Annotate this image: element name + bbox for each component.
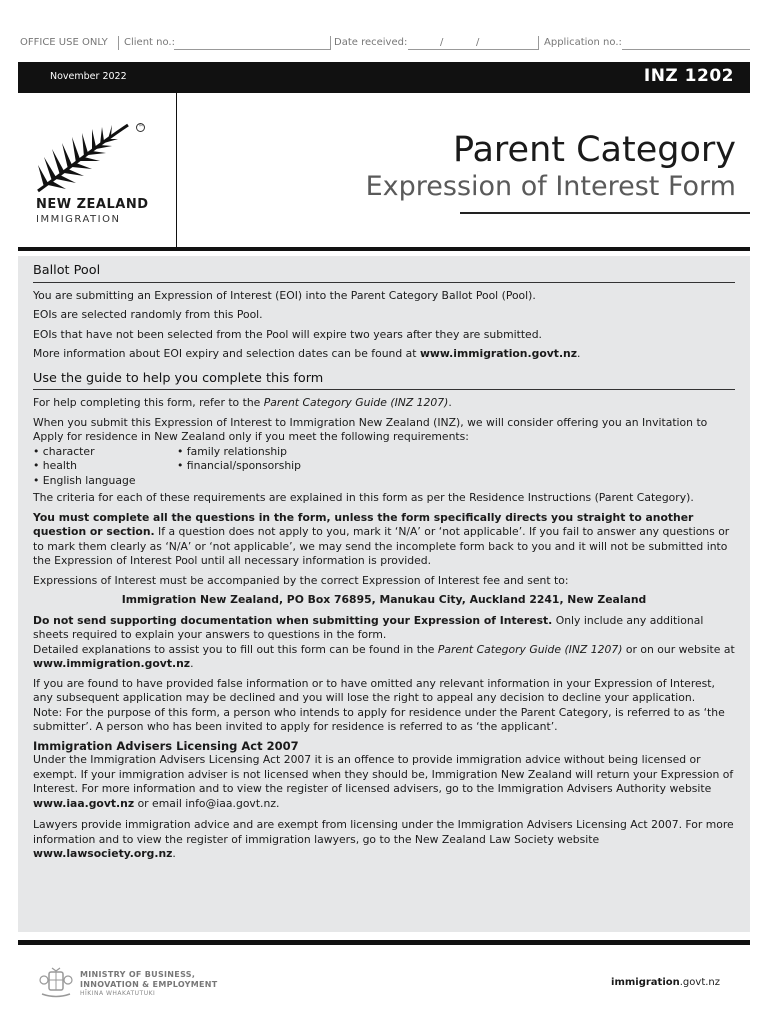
date-slash-2: / [476,37,480,48]
fern-logo-icon [36,121,132,193]
mbie-text-line1: MINISTRY OF BUSINESS, [80,970,196,979]
section-heading-ballot: Ballot Pool [33,264,735,283]
office-use-strip [18,34,750,54]
guide-p5: Expressions of Interest must be accompanied by the correct Expression of Interest fee and sent to: [33,573,569,587]
form-header [18,93,750,248]
ballot-p2: EOIs are selected randomly from this Pool. [33,308,263,321]
mailing-address: Immigration New Zealand, PO Box 76895, Manukau City, Auckland 2241, New Zealand [121,593,647,606]
immigration-link[interactable]: www.immigration.govt.nz [419,347,578,360]
date-received-label: Date received: [334,37,408,48]
logo-text-immigration: IMMIGRATION [36,214,121,225]
page-subtitle: Expression of Interest Form [365,171,736,202]
section-heading-advisers: Immigration Advisers Licensing Act 2007 [33,738,299,753]
requirements-list [33,445,735,489]
guide-p6-bold: Do not send supporting documentation when submitting your Expression of Interest. [33,613,553,627]
page-title: Parent Category [452,130,736,170]
section-heading-guide: Use the guide to help you complete this form [33,372,735,391]
info-panel: Ballot Pool You are submitting an Expression of Interest (EOI) into the Parent Category Ballot Pool (Pool). EOIs are selected randomly from this Pool. EOIs that have not been selected from the Pool will expire two years after they are submitted. More information about EOI expiry and selection dates can be found at www.immigration.govt.nz. Use the guide to help you complete this form For help completing this form, refer to the Parent Category Guide (INZ 1207). When you submit this Expression of Interest to Immigration New Zealand (INZ), we will consider offering you an Invitation to Apply for residence in New Zealand only if you meet the following requirements: • character • health • English language • family relationship • financial/sponsorship The criteria for each of these requirements are explained in this form as per the Residence Instructions (Parent Category). You must complete all the questions in the form, unless the form specifically directs you straight to another question or section. If a question does not apply to you, mark it ‘N/A’ or ‘not applicable’. If you fail to answer any questions or to mark them clearly as ‘N/A’ or ‘not applicable’, we may send the incomplete form back to you and it will not be submitted into the Expression of Interest Pool until all necessary information is provided. Expressions of Interest must be accompanied by the correct Expression of Interest fee and sent to: Immigration New Zealand, PO Box 76895, Manukau City, Auckland 2241, New Zealand Do not send supporting documentation when submitting your Expression of Interest. Only include any additional sheets required to explain your answers to questions in the form. Detailed explanations to assist you to fill out this form can be found in the Parent Category Guide (INZ 1207) or on our website at www.immigration.govt.nz. If you are found to have provided false information or to have omitted any relevant information in your Expression of Interest, any subsequent application may be declined and you will lose the right to appeal any decision to decline your application. Note: For the purpose of this form, a person who intends to apply for residence under the Parent Category, is referred to as ‘the submitter’. A person who has been invited to apply for residence is referred to as ‘the applicant’. Immigration Advisers Licensing Act 2007 Under the Immigration Advisers Licensing Act 2007 it is an offence to provide immigration advice without being licensed or exempt. If your immigration adviser is not licensed when they should be, Immigration New Zealand will return your Expression of Interest. For more information and to view the register of licensed advisers, go to the Immigration Advisers Authority website www.iaa.govt.nz or email info@iaa.govt.nz. Lawyers provide immigration advice and are exempt from licensing under the Immigration Advisers Licensing Act 2007. For more information and to view the register of immigration lawyers, go to the New Zealand Law Society website www.lawsociety.org.nz. [18,256,750,932]
guide-p1: For help completing this form, refer to the [33,396,264,409]
guide-p2: When you submit this Expression of Interest to Immigration New Zealand (INZ), we will consider offering you an Invitation to Apply for residence in New Zealand only if you meet the following requirements: [33,415,708,443]
coat-of-arms-icon [38,966,74,1000]
iaa-link[interactable]: www.iaa.govt.nz [33,796,135,810]
guide-p8: If you are found to have provided false information or to have omitted any relevant information in your Expression of Interest, any subsequent application may be declined and you will lose the right to appeal any decision to decline your application. [33,676,715,704]
list-item: • health [33,459,77,472]
mbie-text-line2: INNOVATION & EMPLOYMENT [80,980,218,989]
form-code: INZ 1202 [643,66,734,86]
footer-website-link[interactable]: immigration.govt.nz [611,977,720,988]
form-date: November 2022 [50,71,127,82]
ballot-p3: EOIs that have not been selected from the Pool will expire two years after they are submitted. [33,327,542,341]
guide-p9: Note: For the purpose of this form, a person who intends to apply for residence under the Parent Category, is referred to as ‘the submitter’. A person who has been invited to apply for residence is referred to as ‘the applicant’. [33,705,725,733]
guide-p4-bold: You must complete all the questions in the form, unless the form specifically directs you straight to another question or section. [33,510,694,538]
application-no-label: Application no.: [544,37,622,48]
date-slash-1: / [440,37,444,48]
trademark-icon: ™ [137,124,144,131]
lawsociety-link[interactable]: www.lawsociety.org.nz [33,847,173,860]
ballot-p4: More information about EOI expiry and selection dates can be found at [33,347,420,360]
ballot-p1: You are submitting an Expression of Interest (EOI) into the Parent Category Ballot Pool (Pool). [33,288,536,302]
client-no-label: Client no.: [124,37,175,48]
list-item: • family relationship [177,444,288,458]
guide-p3: The criteria for each of these requirements are explained in this form as per the Residence Instructions (Parent Category). [33,491,694,504]
advisers-p1: Under the Immigration Advisers Licensing Act 2007 it is an offence to provide immigration advice without being licensed or exempt. If your immigration adviser is not licensed when they should be, Immigration New Zealand will return your Expression of Interest. For more information and to view the register of licensed advisers, go to the Immigration Advisers Authority website [33,753,734,795]
list-item: • English language [33,473,136,487]
logo-text-new-zealand: NEW ZEALAND [36,197,149,212]
header-bar [18,62,750,93]
advisers-p2: Lawyers provide immigration advice and are exempt from licensing under the Immigration Advisers Licensing Act 2007. For more information and to view the register of immigration lawyers, go to the New Zealand Law Society website [33,818,734,846]
immigration-link[interactable]: www.immigration.govt.nz [33,657,191,670]
list-item: • financial/sponsorship [177,459,302,472]
mbie-text-line3: HĪKINA WHAKATUTUKI [80,990,156,997]
list-item: • character [33,444,95,458]
office-use-label: OFFICE USE ONLY [20,37,108,48]
